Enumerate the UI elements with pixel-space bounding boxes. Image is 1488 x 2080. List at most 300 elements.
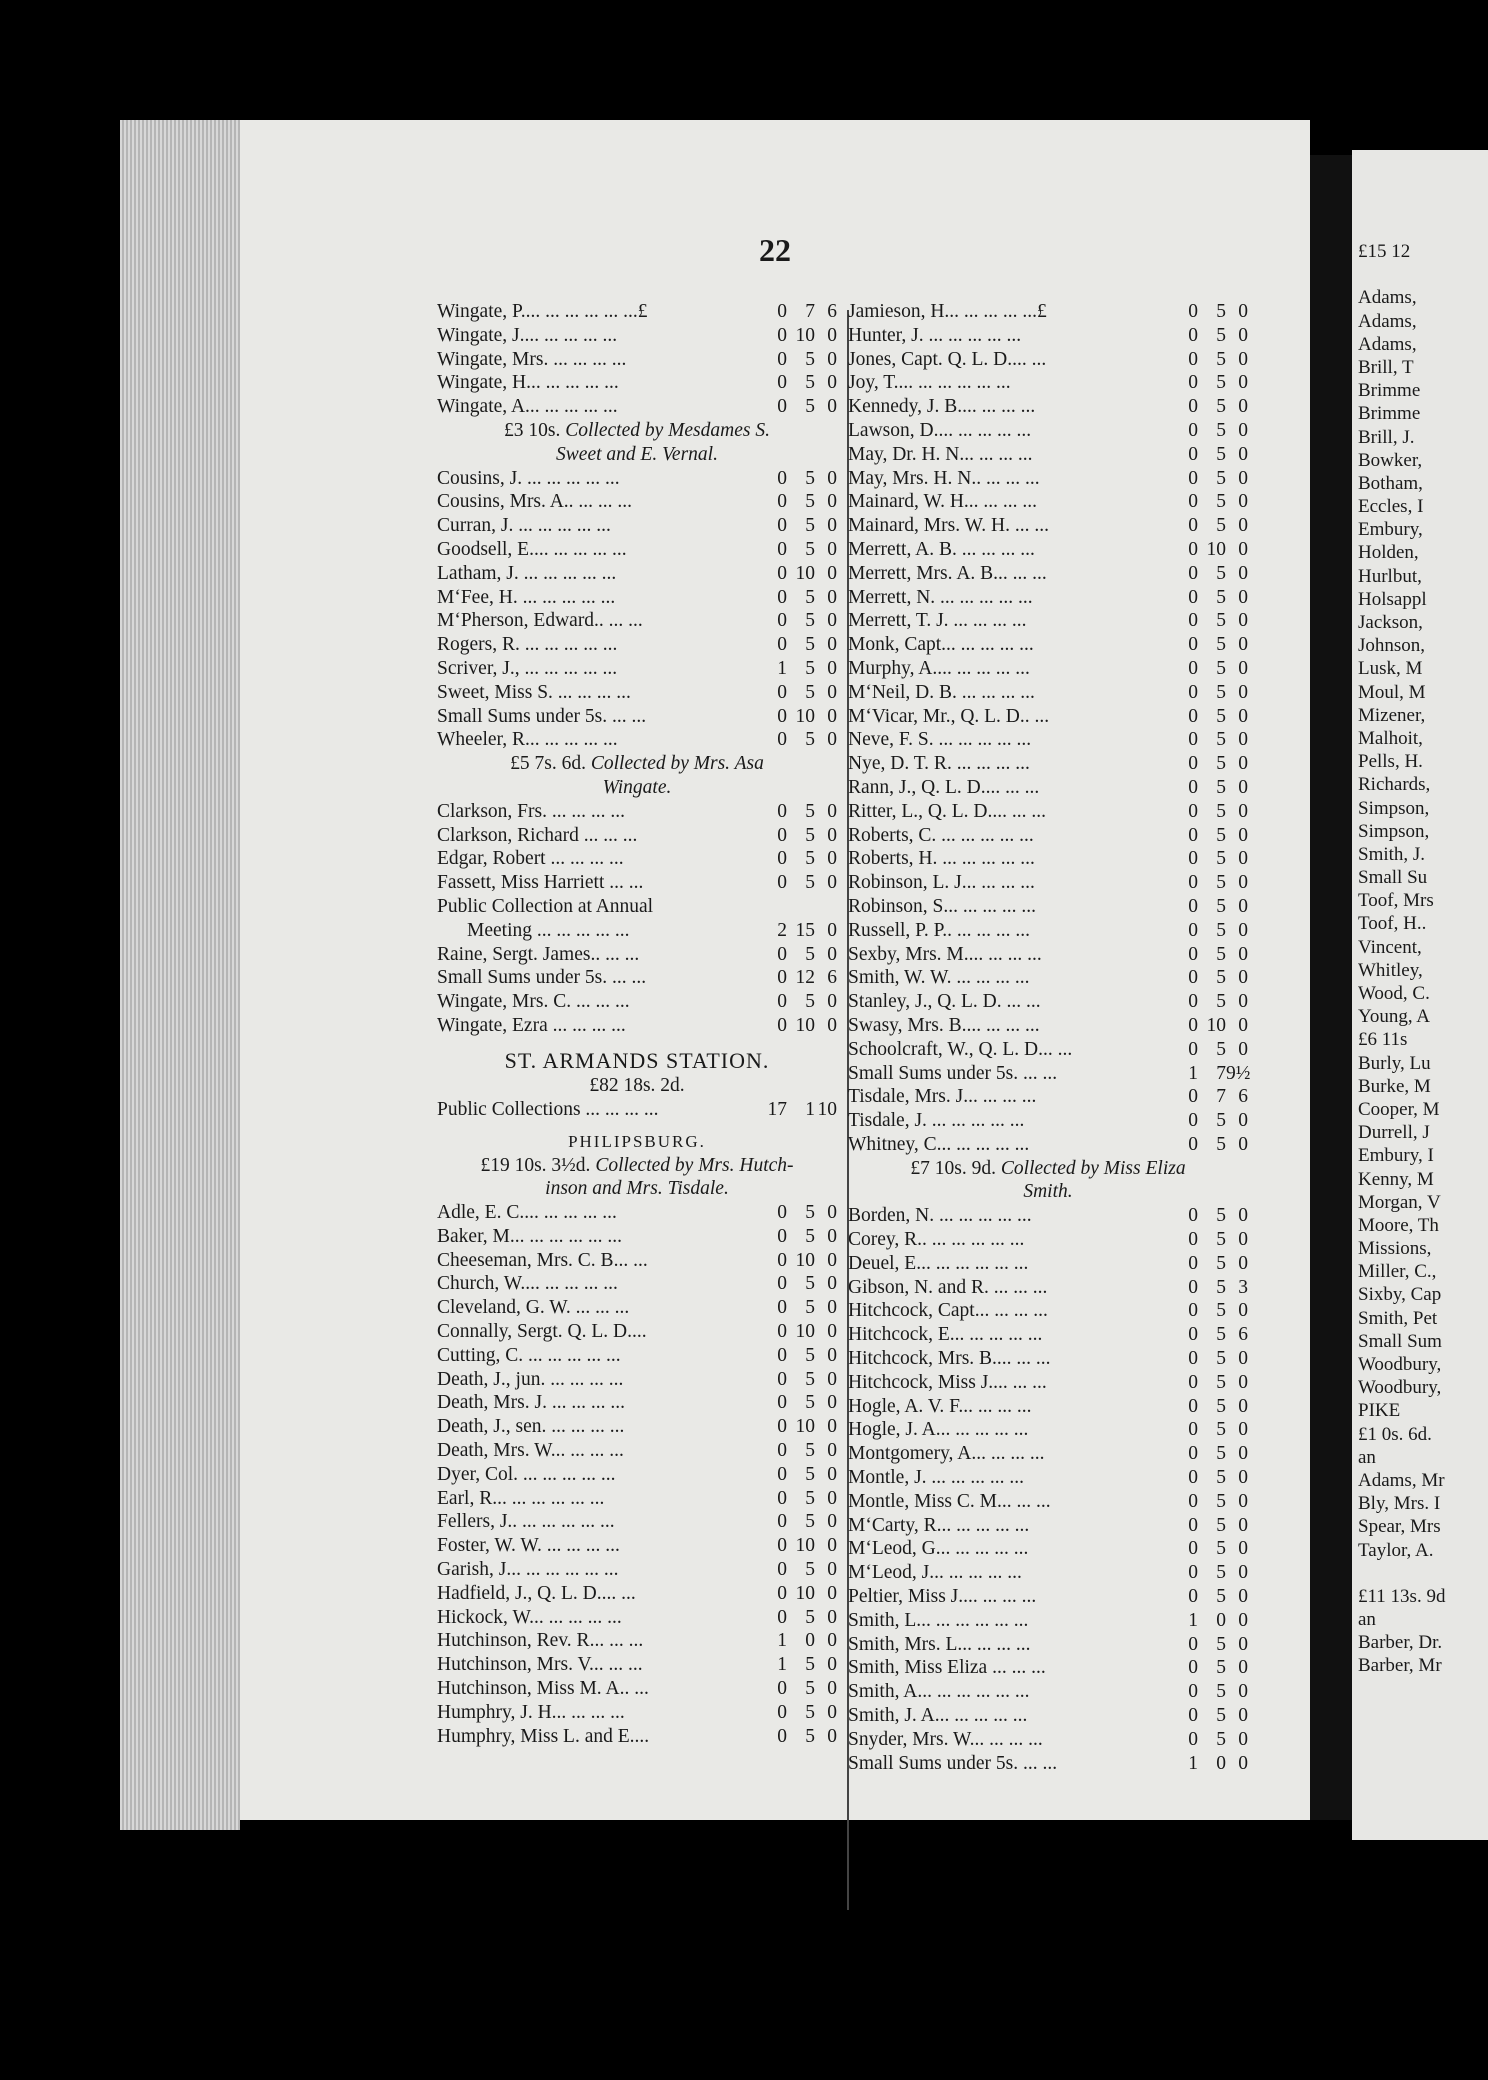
- entry-name: Neve, F. S. ... ... ... ... ...: [848, 729, 1032, 751]
- facing-page: [1352, 150, 1488, 1840]
- amount-pence: 0: [1238, 919, 1248, 941]
- amount-pounds: 0: [1188, 824, 1198, 846]
- amount-pounds: 0: [1188, 1086, 1198, 1108]
- entry-name: Hutchinson, Mrs. V... ... ...: [437, 1654, 643, 1676]
- list-item: [437, 1558, 837, 1582]
- amount-pence: 6: [1238, 1324, 1248, 1346]
- amount-shillings: 12: [795, 967, 815, 989]
- amount-pounds: 0: [1188, 443, 1198, 465]
- amount-pence: 0: [1238, 1586, 1248, 1608]
- amount-pence: 0: [1238, 1205, 1248, 1227]
- collection-heading-cont: Sweet and E. Vernal.: [556, 443, 718, 465]
- amount-pence: 0: [1238, 1681, 1248, 1703]
- entry-name: Borden, N. ... ... ... ... ...: [848, 1205, 1032, 1227]
- entry-name: Hutchinson, Rev. R... ... ...: [437, 1630, 644, 1652]
- amount-pence: 10: [817, 1098, 837, 1120]
- entry-name: M‘Vicar, Mr., Q. L. D.. ...: [848, 705, 1050, 727]
- amount-pence: 0: [1238, 967, 1248, 989]
- amount-shillings: 5: [1216, 1276, 1226, 1298]
- entry-name: Wingate, J.... ... ... ... ...: [437, 324, 618, 346]
- list-item: [437, 1415, 837, 1439]
- list-item: [848, 1728, 1248, 1752]
- facing-page-line: an: [1358, 1446, 1376, 1468]
- entry-name: Connally, Sergt. Q. L. D....: [437, 1321, 647, 1343]
- amount-shillings: 5: [805, 1225, 815, 1247]
- entry-name: Death, Mrs. J. ... ... ... ...: [437, 1392, 625, 1414]
- entry-name: Murphy, A.... ... ... ... ...: [848, 657, 1030, 679]
- amount-pounds: 0: [777, 1559, 787, 1581]
- amount-shillings: 5: [805, 848, 815, 870]
- list-item: [437, 1391, 837, 1415]
- amount-shillings: 5: [805, 538, 815, 560]
- amount-pounds: 0: [777, 301, 787, 322]
- facing-page-line: Malhoit,: [1358, 727, 1423, 749]
- amount-shillings: 5: [805, 348, 815, 370]
- amount-pounds: 0: [1188, 1443, 1198, 1465]
- amount-pence: 0: [827, 1535, 837, 1557]
- amount-shillings: 5: [805, 1392, 815, 1414]
- amount-shillings: 10: [1206, 538, 1226, 560]
- amount-pounds: 0: [777, 1606, 787, 1628]
- amount-pence: 0: [827, 824, 837, 846]
- list-item: [848, 895, 1248, 919]
- entry-name: Schoolcraft, W., Q. L. D... ...: [848, 1038, 1073, 1060]
- amount-pounds: 0: [1188, 1252, 1198, 1274]
- amount-pence: 0: [827, 1368, 837, 1390]
- amount-pounds: 0: [777, 1014, 787, 1036]
- facing-page-line: Adams,: [1358, 287, 1417, 309]
- amount-pounds: 0: [1188, 1395, 1198, 1417]
- list-item: [848, 371, 1248, 395]
- amount-pounds: 0: [777, 372, 787, 394]
- entry-name: Public Collection at Annual: [437, 895, 654, 917]
- entry-name: Hitchcock, Miss J.... ... ...: [848, 1371, 1047, 1393]
- list-item: [848, 1109, 1248, 1133]
- amount-pence: 0: [827, 848, 837, 870]
- amount-pence: 0: [1238, 991, 1248, 1013]
- amount-shillings: 5: [1216, 657, 1226, 679]
- amount-shillings: 5: [805, 1368, 815, 1390]
- amount-pounds: 0: [1188, 1110, 1198, 1132]
- amount-shillings: 5: [1216, 1300, 1226, 1322]
- amount-pounds: 0: [777, 610, 787, 632]
- amount-pence: 0: [827, 991, 837, 1013]
- amount-shillings: 5: [805, 657, 815, 679]
- list-item: [437, 1249, 837, 1273]
- amount-pence: 0: [1238, 1419, 1248, 1441]
- entry-name: Jones, Capt. Q. L. D.... ...: [848, 348, 1047, 370]
- amount-pounds: 0: [1188, 1229, 1198, 1251]
- list-item: [848, 1680, 1248, 1704]
- list-item: [437, 1701, 837, 1725]
- list-item: [437, 1582, 837, 1606]
- entry-name: Peltier, Miss J.... ... ... ...: [848, 1586, 1037, 1608]
- amount-pence: 0: [827, 800, 837, 822]
- amount-pounds: 0: [1188, 848, 1198, 870]
- list-item: [848, 943, 1248, 967]
- amount-pounds: 0: [1188, 372, 1198, 394]
- amount-shillings: 5: [805, 610, 815, 632]
- amount-pounds: 0: [777, 1701, 787, 1723]
- entry-name: Hitchcock, Capt... ... ... ...: [848, 1300, 1048, 1322]
- entry-name: M‘Carty, R... ... ... ... ...: [848, 1514, 1030, 1536]
- collection-amount: £7 10s. 9d.: [910, 1157, 997, 1179]
- amount-shillings: 5: [1216, 848, 1226, 870]
- facing-page-line: Smith, J.: [1358, 843, 1426, 865]
- list-item: [437, 1725, 837, 1749]
- facing-page-line: Young, A: [1358, 1006, 1430, 1028]
- amount-pounds: 0: [1188, 991, 1198, 1013]
- list-item: [437, 943, 837, 967]
- amount-shillings: 5: [805, 991, 815, 1013]
- amount-pence: 0: [1238, 1752, 1248, 1774]
- list-item: [848, 990, 1248, 1014]
- amount-shillings: 10: [1206, 1014, 1226, 1036]
- amount-shillings: 5: [805, 1606, 815, 1628]
- entry-name: Smith, Mrs. L... ... ... ...: [848, 1633, 1031, 1655]
- amount-shillings: 0: [1216, 1752, 1226, 1774]
- amount-pounds: 0: [777, 634, 787, 656]
- amount-pence: 0: [1238, 705, 1248, 727]
- amount-shillings: 5: [1216, 1110, 1226, 1132]
- amount-shillings: 10: [795, 1321, 815, 1343]
- list-item: [437, 990, 837, 1014]
- amount-shillings: 5: [1216, 1419, 1226, 1441]
- entry-name: Wingate, A... ... ... ... ...: [437, 396, 618, 418]
- entry-name: Smith, J. A... ... ... ... ...: [848, 1705, 1028, 1727]
- list-item: [848, 1585, 1248, 1609]
- amount-pounds: 0: [777, 491, 787, 513]
- amount-shillings: 5: [1216, 1562, 1226, 1584]
- amount-shillings: 5: [1216, 1467, 1226, 1489]
- amount-shillings: 5: [1216, 705, 1226, 727]
- entry-name: Sweet, Miss S. ... ... ... ...: [437, 681, 631, 703]
- amount-pence: 0: [827, 1630, 837, 1652]
- amount-pounds: 0: [1188, 681, 1198, 703]
- facing-page-line: PIKE: [1358, 1400, 1401, 1422]
- facing-page-line: Missions,: [1358, 1238, 1432, 1260]
- amount-shillings: 7: [805, 301, 815, 322]
- amount-pounds: 0: [1188, 634, 1198, 656]
- amount-pounds: 0: [777, 1344, 787, 1366]
- amount-pounds: 0: [1188, 967, 1198, 989]
- amount-pounds: 0: [777, 1535, 787, 1557]
- amount-pence: 0: [1238, 1300, 1248, 1322]
- facing-page-line: Botham,: [1358, 472, 1423, 494]
- entry-name: M‘Leod, G... ... ... ... ...: [848, 1538, 1029, 1560]
- list-item: [848, 871, 1248, 895]
- entry-name: Wheeler, R... ... ... ... ...: [437, 729, 618, 751]
- book-page-edges: [120, 120, 240, 1830]
- entry-name: Sexby, Mrs. M.... ... ... ...: [848, 943, 1042, 965]
- facing-page-line: Simpson,: [1358, 820, 1430, 842]
- list-item: [437, 1487, 837, 1511]
- list-item: [437, 1534, 837, 1558]
- amount-pounds: 0: [1188, 729, 1198, 751]
- entry-name: Hunter, J. ... ... ... ... ...: [848, 324, 1022, 346]
- amount-pence: 0: [827, 1297, 837, 1319]
- amount-shillings: 5: [1216, 1586, 1226, 1608]
- amount-pence: 0: [827, 1654, 837, 1676]
- list-item: [848, 609, 1248, 633]
- amount-pence: 0: [827, 1273, 837, 1295]
- amount-pounds: 0: [1188, 1586, 1198, 1608]
- amount-shillings: 5: [1216, 1205, 1226, 1227]
- amount-pence: 0: [827, 1606, 837, 1628]
- amount-pounds: 0: [1188, 1490, 1198, 1512]
- amount-pounds: 0: [1188, 943, 1198, 965]
- amount-pounds: 0: [777, 1582, 787, 1604]
- list-item: [848, 1014, 1248, 1038]
- list-item: [437, 490, 837, 514]
- amount-shillings: 10: [795, 1249, 815, 1271]
- amount-shillings: 5: [805, 681, 815, 703]
- amount-shillings: 5: [1216, 1681, 1226, 1703]
- entry-name: Montle, Miss C. M... ... ...: [848, 1490, 1051, 1512]
- amount-pence: 0: [827, 943, 837, 965]
- amount-pounds: 0: [1188, 1681, 1198, 1703]
- list-item: [848, 800, 1248, 824]
- entry-name: Smith, Miss Eliza ... ... ...: [848, 1657, 1046, 1679]
- list-item: [437, 1629, 837, 1653]
- amount-shillings: 5: [1216, 324, 1226, 346]
- facing-page-line: £1 0s. 6d.: [1358, 1423, 1432, 1445]
- amount-pence: 0: [827, 610, 837, 632]
- list-item: [437, 681, 837, 705]
- amount-shillings: 5: [805, 872, 815, 894]
- collection-heading-cont: Wingate.: [602, 776, 672, 798]
- entry-name: Fellers, J.. ... ... ... ... ...: [437, 1511, 615, 1533]
- facing-page-line: an: [1358, 1609, 1376, 1631]
- entry-name: May, Mrs. H. N.. ... ... ...: [848, 467, 1040, 489]
- amount-pounds: 0: [777, 1249, 787, 1271]
- list-item: [848, 467, 1248, 491]
- list-item: [848, 1561, 1248, 1585]
- entry-name: Rann, J., Q. L. D.... ... ...: [848, 776, 1040, 798]
- amount-pounds: 0: [777, 1511, 787, 1533]
- amount-shillings: 5: [805, 1725, 815, 1747]
- amount-pence: 0: [827, 1225, 837, 1247]
- entry-name: Small Sums under 5s. ... ...: [848, 1752, 1058, 1774]
- amount-shillings: 5: [805, 515, 815, 537]
- entry-name: Baker, M... ... ... ... ... ...: [437, 1225, 622, 1247]
- amount-shillings: 5: [805, 396, 815, 418]
- amount-pence: 0: [827, 1440, 837, 1462]
- amount-pounds: 0: [1188, 1133, 1198, 1155]
- entry-name: M‘Leod, J... ... ... ... ...: [848, 1562, 1022, 1584]
- amount-pounds: 1: [777, 1630, 787, 1652]
- facing-page-line: £6 11s: [1358, 1029, 1408, 1051]
- list-item: [437, 1677, 837, 1701]
- amount-pence: 3: [1238, 1276, 1248, 1298]
- amount-shillings: 0: [805, 1630, 815, 1652]
- amount-pounds: 0: [1188, 1633, 1198, 1655]
- amount-pence: 6: [827, 301, 837, 322]
- amount-pounds: 17: [767, 1098, 787, 1120]
- amount-pence: 0: [1238, 467, 1248, 489]
- facing-page-line: [1358, 263, 1445, 286]
- list-item: [437, 1014, 837, 1038]
- list-item: [437, 1653, 837, 1677]
- list-item: [848, 348, 1248, 372]
- amount-shillings: 5: [1216, 491, 1226, 513]
- list-item: [848, 1085, 1248, 1109]
- list-item: [437, 657, 837, 681]
- amount-shillings: 5: [1216, 800, 1226, 822]
- amount-pounds: 0: [1188, 1324, 1198, 1346]
- amount-shillings: 5: [1216, 515, 1226, 537]
- entry-name: Church, W.... ... ... ... ...: [437, 1273, 618, 1295]
- amount-shillings: 5: [805, 372, 815, 394]
- facing-page-line: Durrell, J: [1358, 1122, 1430, 1144]
- collection-heading: [848, 1157, 1248, 1181]
- amount-pence: 0: [1238, 634, 1248, 656]
- facing-page-line: Woodbury,: [1358, 1377, 1442, 1399]
- amount-pence: 0: [827, 586, 837, 608]
- amount-shillings: 10: [795, 1014, 815, 1036]
- amount-pence: 0: [1238, 586, 1248, 608]
- amount-pounds: 0: [1188, 1728, 1198, 1750]
- list-item: [437, 514, 837, 538]
- list-item: [437, 1606, 837, 1630]
- amount-pence: 0: [1238, 348, 1248, 370]
- amount-shillings: 5: [805, 1559, 815, 1581]
- page: [240, 120, 1310, 1820]
- amount-shillings: 5: [1216, 348, 1226, 370]
- book-gutter: [1310, 155, 1352, 1820]
- amount-pence: 0: [1238, 872, 1248, 894]
- list-item: [848, 324, 1248, 348]
- list-item: [437, 1098, 837, 1122]
- facing-page-line: Brill, T: [1358, 356, 1414, 378]
- entry-name: Cutting, C. ... ... ... ... ...: [437, 1344, 621, 1366]
- list-item: [437, 371, 837, 395]
- amount-pounds: 1: [777, 657, 787, 679]
- amount-shillings: 10: [795, 562, 815, 584]
- amount-shillings: 5: [805, 1273, 815, 1295]
- entry-name: May, Dr. H. N... ... ... ...: [848, 443, 1033, 465]
- list-item: [437, 800, 837, 824]
- facing-page-line: Vincent,: [1358, 936, 1422, 958]
- list-item: [437, 728, 837, 752]
- list-item: [848, 1371, 1248, 1395]
- entry-name: Hogle, J. A... ... ... ... ...: [848, 1419, 1029, 1441]
- amount-pounds: 0: [1188, 1348, 1198, 1370]
- amount-shillings: 5: [1216, 1395, 1226, 1417]
- amount-shillings: 0: [1216, 1609, 1226, 1631]
- amount-pence: 0: [1238, 538, 1248, 560]
- amount-shillings: 5: [1216, 753, 1226, 775]
- amount-pounds: 0: [1188, 491, 1198, 513]
- amount-shillings: 5: [1216, 967, 1226, 989]
- amount-shillings: 7: [1216, 1062, 1226, 1084]
- amount-pence: 0: [827, 1559, 837, 1581]
- entry-name: Montgomery, A... ... ... ...: [848, 1443, 1045, 1465]
- amount-pounds: 0: [1188, 1038, 1198, 1060]
- list-item: [437, 895, 837, 919]
- amount-pence: 6: [827, 967, 837, 989]
- amount-pounds: 0: [1188, 1538, 1198, 1560]
- facing-page-line: Pells, H.: [1358, 751, 1423, 773]
- facing-page-line: Barber, Mr: [1358, 1655, 1442, 1677]
- list-item: [437, 1225, 837, 1249]
- amount-shillings: 5: [805, 1678, 815, 1700]
- amount-pounds: 0: [777, 681, 787, 703]
- entry-name: Mainard, Mrs. W. H. ... ...: [848, 515, 1049, 537]
- amount-pence: 0: [1238, 396, 1248, 418]
- list-item: [848, 681, 1248, 705]
- list-item: [848, 443, 1248, 467]
- amount-shillings: 5: [1216, 1538, 1226, 1560]
- entry-name: Smith, L... ... ... ... ... ...: [848, 1609, 1029, 1631]
- facing-page-line: Small Sum: [1358, 1330, 1442, 1352]
- facing-page-line: Adams, Mr: [1358, 1469, 1445, 1491]
- amount-pence: 0: [1238, 1133, 1248, 1155]
- amount-pence: 0: [827, 562, 837, 584]
- amount-pence: 0: [827, 681, 837, 703]
- amount-pence: 0: [1238, 1395, 1248, 1417]
- amount-pounds: 0: [1188, 919, 1198, 941]
- list-item: [848, 1752, 1248, 1776]
- entry-name: Montle, J. ... ... ... ... ...: [848, 1467, 1025, 1489]
- amount-pounds: 0: [777, 1202, 787, 1224]
- amount-pence: 0: [827, 1392, 837, 1414]
- facing-page-line: Hurlbut,: [1358, 565, 1422, 587]
- amount-shillings: 5: [1216, 610, 1226, 632]
- entry-name: Cleveland, G. W. ... ... ...: [437, 1297, 630, 1319]
- amount-pounds: 0: [1188, 1657, 1198, 1679]
- list-item: [437, 1201, 837, 1225]
- amount-pence: 0: [827, 348, 837, 370]
- list-item: [848, 1537, 1248, 1561]
- entry-name: Earl, R... ... ... ... ... ...: [437, 1487, 605, 1509]
- entry-name: Edgar, Robert ... ... ... ...: [437, 848, 624, 870]
- amount-pounds: 0: [777, 1273, 787, 1295]
- amount-pounds: 0: [777, 705, 787, 727]
- entry-name: Hitchcock, Mrs. B.... ... ...: [848, 1348, 1051, 1370]
- entry-name: Mainard, W. H... ... ... ...: [848, 491, 1038, 513]
- list-item: [848, 586, 1248, 610]
- list-item: [848, 1442, 1248, 1466]
- list-item: [848, 633, 1248, 657]
- entry-name: Wingate, Mrs. C. ... ... ...: [437, 991, 630, 1013]
- entry-name: Merrett, N. ... ... ... ... ...: [848, 586, 1033, 608]
- amount-shillings: 5: [1216, 301, 1226, 322]
- amount-pence: 0: [1238, 776, 1248, 798]
- facing-page-line: Richards,: [1358, 774, 1431, 796]
- list-item: [437, 609, 837, 633]
- entry-name: Joy, T.... ... ... ... ... ...: [848, 372, 1011, 394]
- amount-shillings: 10: [795, 324, 815, 346]
- amount-pounds: 0: [1188, 467, 1198, 489]
- amount-shillings: 5: [1216, 1490, 1226, 1512]
- facing-page-line: Cooper, M: [1358, 1098, 1440, 1120]
- amount-pence: 0: [1238, 1371, 1248, 1393]
- amount-pounds: 0: [777, 1416, 787, 1438]
- facing-page-line: Brimme: [1358, 403, 1421, 425]
- list-item: [437, 705, 837, 729]
- amount-pence: 0: [827, 1582, 837, 1604]
- entry-name: M‘Neil, D. B. ... ... ... ...: [848, 681, 1035, 703]
- entry-name: Garish, J... ... ... ... ... ...: [437, 1559, 619, 1581]
- facing-page-line: Brimme: [1358, 380, 1421, 402]
- entry-name: Snyder, Mrs. W... ... ... ...: [848, 1728, 1043, 1750]
- collection-collector: Collected by Mrs. Asa: [590, 753, 764, 775]
- amount-pounds: 0: [777, 515, 787, 537]
- amount-pounds: 0: [777, 967, 787, 989]
- facing-page-line: Barber, Dr.: [1358, 1632, 1443, 1654]
- list-item: [848, 1204, 1248, 1228]
